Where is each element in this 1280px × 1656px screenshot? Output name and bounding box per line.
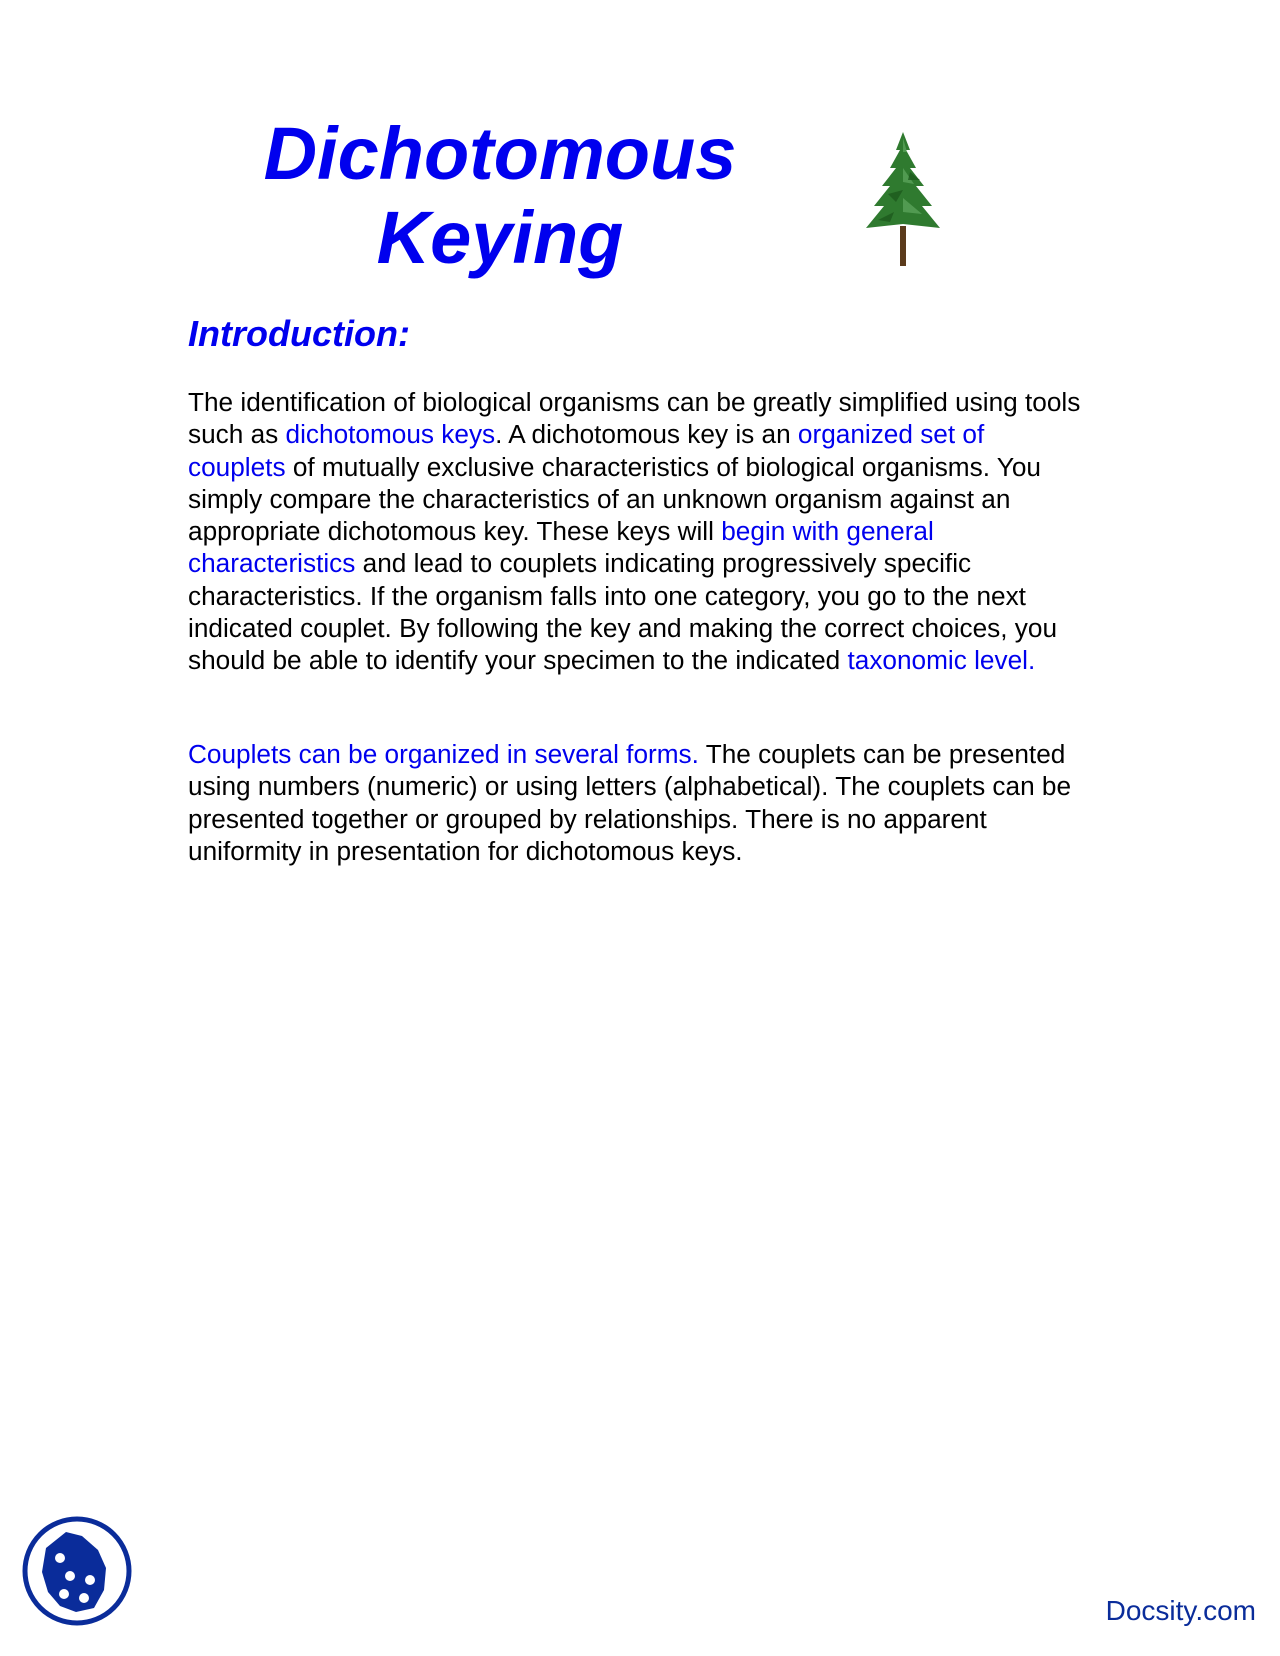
intro-paragraph (188, 386, 1088, 677)
intro-text-4: and lead to couplets indicating progressively specific characteristics. If the organism falls into one category, you go to the next indicated couplet. By following the key and making the correct choices, you should be able to identify your specimen to the indicated (188, 548, 1058, 676)
highlight-general-characteristics: begin with general characteristics (188, 516, 934, 579)
couplets-paragraph (188, 738, 1088, 867)
highlight-couplets-forms: Couplets can be organized in several forms. (188, 739, 699, 769)
couplets-text: The couplets can be presented using numbers (numeric) or using letters (alphabetical). The couplets can be presented together or grouped by relationships. There is no apparent uniformity in presentation for dichotomous keys. (188, 739, 1072, 866)
pine-tree-icon (848, 128, 958, 268)
highlight-organized-set: organized set of couplets (188, 419, 985, 482)
section-heading: Introduction: (188, 313, 410, 354)
intro-text-2: . A dichotomous key is an (495, 419, 798, 450)
document-title-line-1: Dichotomous (263, 112, 737, 195)
intro-text-1: The identification of biological organisms can be greatly simplified using tools such as (188, 387, 1081, 450)
document-title-line-2: Keying (376, 196, 624, 279)
docsity-logo-icon (20, 1514, 134, 1628)
highlight-dichotomous-keys: dichotomous keys (285, 419, 496, 450)
document-title (220, 112, 780, 280)
highlight-taxonomic-level: taxonomic level. (847, 645, 1036, 676)
docsity-brand-text: Docsity.com (1105, 1595, 1256, 1626)
intro-text-3: of mutually exclusive characteristics of biological organisms. You simply compare the characteristics of an unknown organism against an appropriate dichotomous key. These keys will (188, 451, 1041, 547)
